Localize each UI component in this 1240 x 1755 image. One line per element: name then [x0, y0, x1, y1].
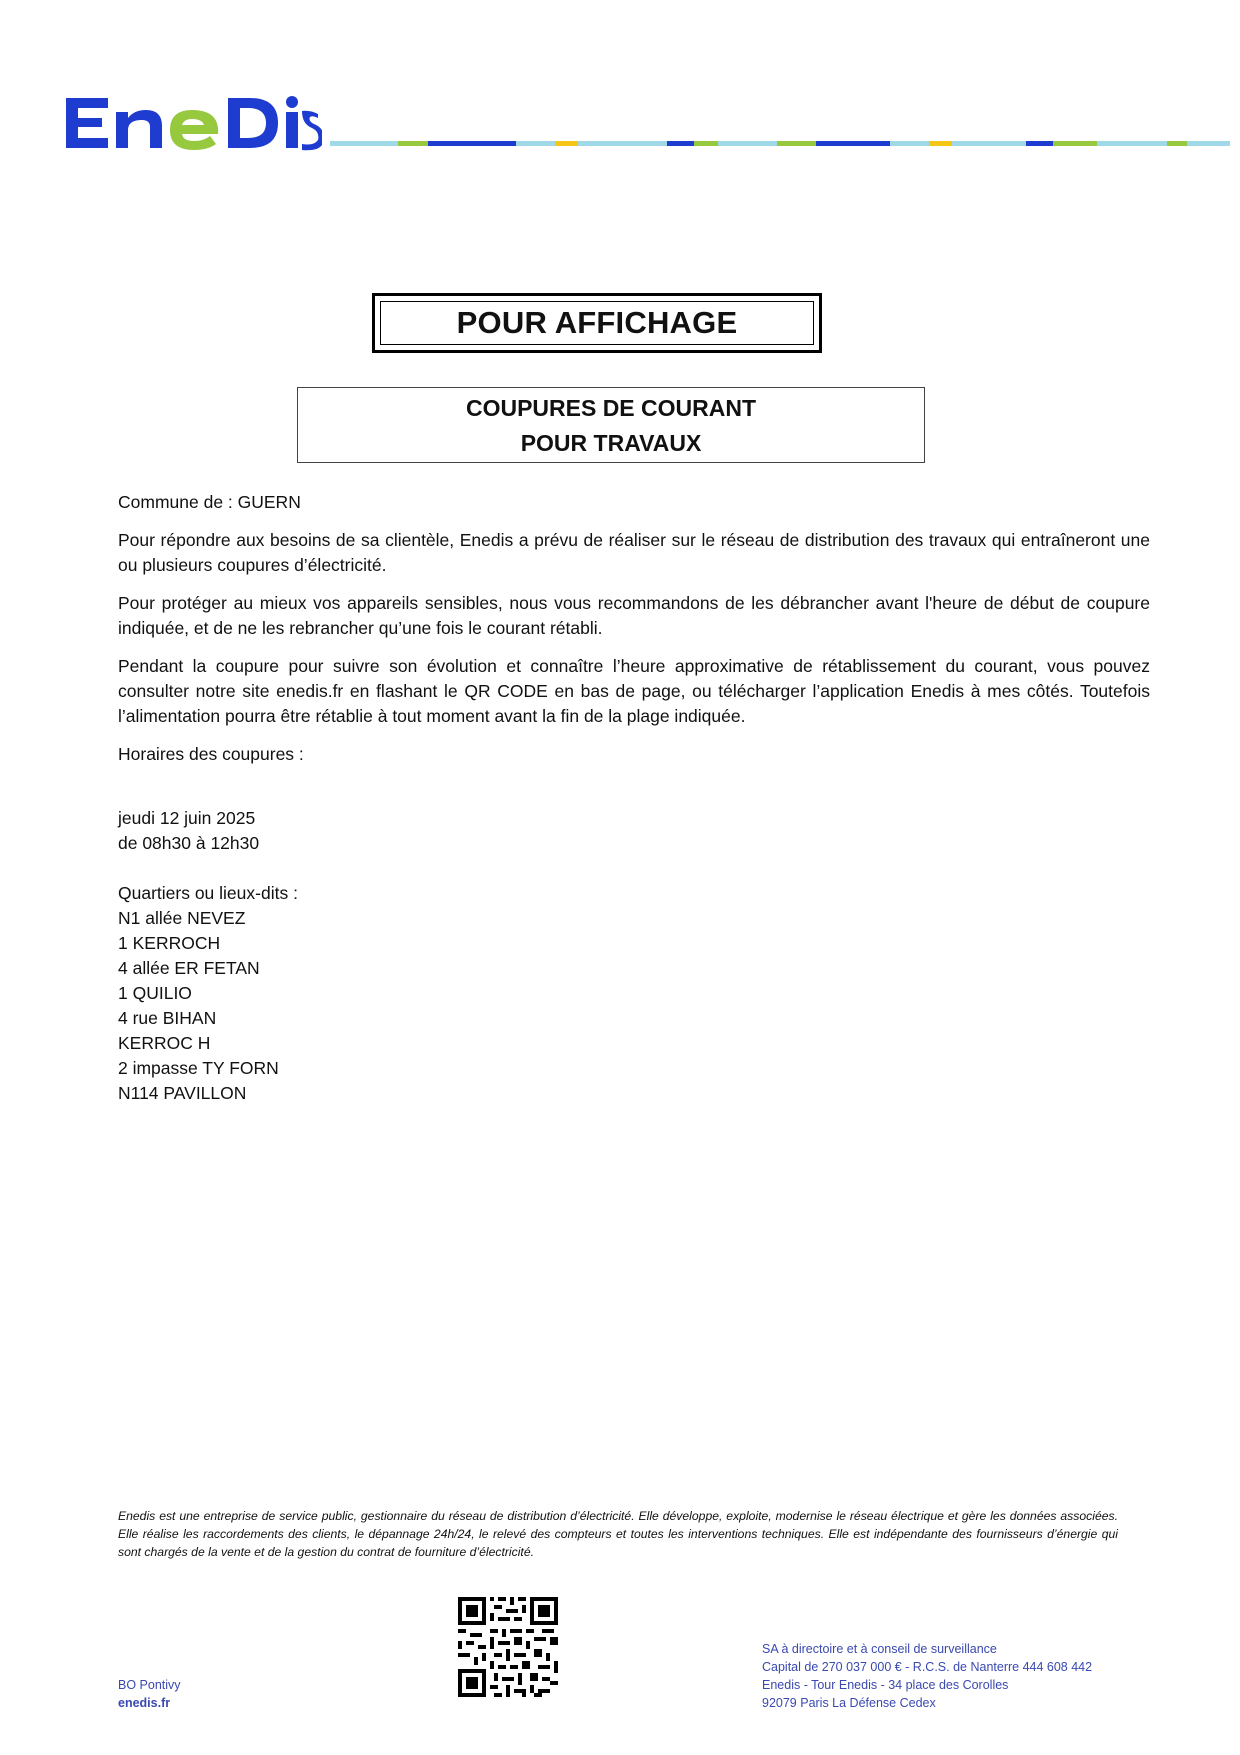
- notice-body: [118, 490, 1150, 1106]
- footer-office: BO Pontivy: [118, 1678, 181, 1692]
- qr-code-icon[interactable]: [458, 1597, 558, 1697]
- quartier-item: N114 PAVILLON: [118, 1083, 247, 1103]
- enedis-logo: [62, 94, 322, 152]
- outage-date: jeudi 12 juin 2025: [118, 808, 256, 828]
- quartier-item: 4 rue BIHAN: [118, 1008, 217, 1028]
- footer-legal-line: Enedis - Tour Enedis - 34 place des Corolles: [762, 1678, 1009, 1692]
- quartiers-label: Quartiers ou lieux-dits :: [118, 883, 298, 903]
- footer-disclaimer: Enedis est une entreprise de service public, gestionnaire du réseau de distribution d’électricité. Elle développe, exploite, modernise le réseau électrique et gère les données associées. Elle réalise les raccordements des clients, le dépannage 24h/24, le relevé des compteurs et toutes les interventions techniques. Elle est indépendante des fournisseurs d’énergie qui sont chargés de la vente et de la gestion du contrat de fourniture d’électricité.: [118, 1509, 1118, 1559]
- coupures-title-line1: COUPURES DE COURANT: [465, 395, 757, 421]
- quartier-item: 1 QUILIO: [118, 983, 192, 1003]
- footer-legal-block: [762, 1640, 1092, 1712]
- footer-legal-line: Capital de 270 037 000 € - R.C.S. de Nanterre 444 608 442: [762, 1660, 1093, 1674]
- commune-line: Commune de : GUERN: [118, 492, 301, 512]
- footer-left-block: [118, 1676, 181, 1712]
- quartier-item: 4 allée ER FETAN: [118, 958, 260, 978]
- coupures-title-line2: POUR TRAVAUX: [520, 430, 702, 456]
- footer-website-link[interactable]: enedis.fr: [118, 1696, 171, 1710]
- coupures-title-box: [297, 387, 925, 463]
- affichage-title: POUR AFFICHAGE: [380, 301, 814, 345]
- paragraph-intro: Pour répondre aux besoins de sa clientèle, Enedis a prévu de réaliser sur le réseau de distribution des travaux qui entraîneront une ou plusieurs coupures d’électricité.: [118, 530, 1150, 575]
- quartier-item: N1 allée NEVEZ: [118, 908, 246, 928]
- quartier-item: KERROC H: [118, 1033, 211, 1053]
- paragraph-recommendation: Pour protéger au mieux vos appareils sensibles, nous vous recommandons de les débrancher avant l'heure de début de coupure indiquée, et de ne les rebrancher qu’une fois le courant rétabli.: [118, 593, 1150, 638]
- footer-legal-line: SA à directoire et à conseil de surveillance: [762, 1642, 997, 1656]
- brand-color-line: [330, 141, 1230, 146]
- outage-time: de 08h30 à 12h30: [118, 833, 260, 853]
- quartier-item: 1 KERROCH: [118, 933, 221, 953]
- affichage-box: [372, 293, 822, 353]
- footer-legal-line: 92079 Paris La Défense Cedex: [762, 1696, 936, 1710]
- paragraph-follow-up: Pendant la coupure pour suivre son évolution et connaître l’heure approximative de rétablissement du courant, vous pouvez consulter notre site enedis.fr en flashant le QR CODE en bas de page, ou télécharger l’application Enedis à mes côtés. Toutefois l’alimentation pourra être rétablie à tout moment avant la fin de la plage indiquée.: [118, 656, 1150, 726]
- quartier-item: 2 impasse TY FORN: [118, 1058, 279, 1078]
- horaires-label: Horaires des coupures :: [118, 744, 304, 764]
